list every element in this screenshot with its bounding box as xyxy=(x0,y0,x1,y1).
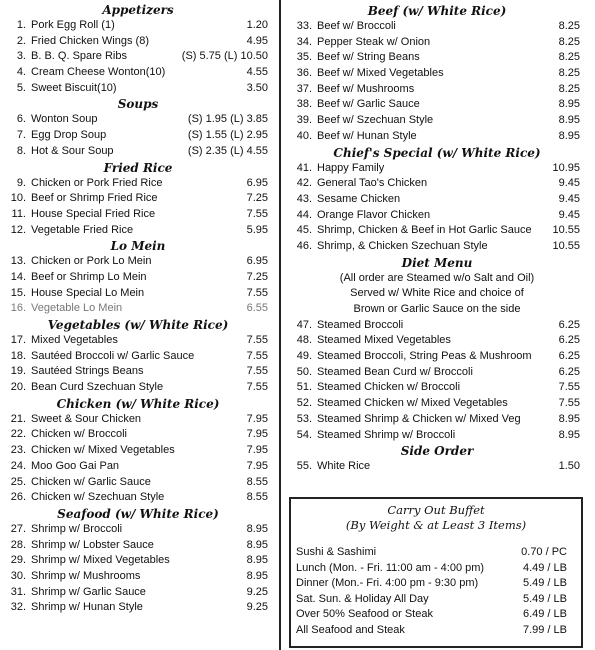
item-number: 34. xyxy=(296,35,312,48)
item-price: 8.95 xyxy=(558,114,580,127)
item-name: Moo Goo Gai Pan xyxy=(31,459,120,472)
item-number: 29. xyxy=(10,554,26,567)
buffet-row xyxy=(291,545,581,561)
item-price: 7.55 xyxy=(558,381,580,394)
item-number: 15. xyxy=(10,286,26,299)
item-price: 8.95 xyxy=(558,428,580,441)
item-price: 8.25 xyxy=(558,20,580,32)
item-price: 6.95 xyxy=(246,176,268,189)
menu-item xyxy=(0,270,276,286)
item-name: Shrimp w/ Hunan Style xyxy=(31,601,143,614)
buffet-price: 5.49 / LB xyxy=(522,577,567,589)
section-heading: Appetizers xyxy=(102,3,174,17)
item-number: 10. xyxy=(10,192,26,205)
menu-item xyxy=(0,207,276,223)
item-name: Pork Egg Roll (1) xyxy=(31,19,115,31)
item-number: 4. xyxy=(16,66,26,79)
item-number: 13. xyxy=(10,255,26,268)
carry-out-buffet-box xyxy=(289,497,583,648)
item-name: Chicken or Pork Lo Mein xyxy=(31,255,152,268)
item-price: 10.95 xyxy=(552,161,580,174)
item-price: 7.55 xyxy=(246,286,268,299)
menu-item xyxy=(0,112,276,128)
menu-item xyxy=(286,428,588,444)
item-name: Bean Curd Szechuan Style xyxy=(31,381,164,394)
menu-item xyxy=(0,81,276,97)
menu-item xyxy=(0,490,276,506)
menu-item xyxy=(286,176,588,192)
item-number: 37. xyxy=(296,82,312,95)
menu-item xyxy=(0,191,276,207)
buffet-subtitle: (By Weight & at Least 3 Items) xyxy=(345,518,527,532)
item-name: Sweet & Sour Chicken xyxy=(31,412,142,425)
buffet-price: 0.70 / PC xyxy=(521,546,567,558)
menu-item xyxy=(286,459,588,475)
item-price: 7.25 xyxy=(246,192,268,205)
buffet-label: Over 50% Seafood or Steak xyxy=(296,608,433,620)
menu-item xyxy=(0,459,276,475)
item-number: 40. xyxy=(296,129,312,142)
item-name: Steamed Broccoli xyxy=(317,318,404,331)
item-price: (S) 5.75 (L) 10.50 xyxy=(181,50,268,63)
item-name: Beef w/ Hunan Style xyxy=(317,129,417,142)
item-number: 51. xyxy=(296,381,312,394)
menu-item xyxy=(0,254,276,270)
item-number: 52. xyxy=(296,397,312,410)
menu-item xyxy=(286,82,588,98)
menu-item xyxy=(286,208,588,224)
section-heading: Chief's Special (w/ White Rice) xyxy=(333,145,541,160)
buffet-label: Dinner (Mon.- Fri. 4:00 pm - 9:30 pm) xyxy=(296,577,479,589)
menu-item xyxy=(0,301,276,317)
item-name: Beef w/ Broccoli xyxy=(317,20,396,32)
item-price: (S) 2.35 (L) 4.55 xyxy=(187,144,268,157)
item-price: 7.55 xyxy=(246,381,268,394)
section-note: Brown or Garlic Sauce on the side xyxy=(353,303,521,315)
menu-item xyxy=(0,427,276,443)
menu-item xyxy=(0,380,276,396)
menu-item xyxy=(0,364,276,380)
item-number: 26. xyxy=(10,491,26,504)
item-name: Beef w/ Szechuan Style xyxy=(317,114,434,127)
menu-item xyxy=(0,522,276,538)
item-number: 19. xyxy=(10,365,26,378)
menu-item xyxy=(286,223,588,239)
item-price: 1.20 xyxy=(246,19,268,31)
menu-item xyxy=(286,333,588,349)
buffet-row xyxy=(291,561,581,577)
item-number: 17. xyxy=(10,334,26,346)
item-price: 6.25 xyxy=(558,318,580,331)
section-note: (All order are Steamed w/o Salt and Oil) xyxy=(339,271,535,284)
item-price: 8.95 xyxy=(246,538,268,551)
item-number: 28. xyxy=(10,538,26,551)
item-number: 32. xyxy=(10,601,26,614)
item-number: 42. xyxy=(296,177,312,190)
menu-item xyxy=(286,192,588,208)
item-name: Egg Drop Soup xyxy=(31,129,107,142)
item-price: (S) 1.55 (L) 2.95 xyxy=(187,129,268,142)
item-number: 5. xyxy=(16,81,26,94)
item-name: Shrimp, Chicken & Beef in Hot Garlic Sauce xyxy=(317,224,532,237)
item-name: Sweet Biscuit(10) xyxy=(31,81,117,94)
section-heading: Vegetables (w/ White Rice) xyxy=(47,318,229,332)
item-price: 6.55 xyxy=(246,302,268,315)
buffet-price: 7.99 / LB xyxy=(522,623,567,636)
item-name: B. B. Q. Spare Ribs xyxy=(31,50,127,63)
menu-item xyxy=(286,35,588,51)
menu-item xyxy=(0,18,276,34)
section-heading: Soups xyxy=(117,97,159,112)
item-price: 6.25 xyxy=(558,365,580,378)
item-name: Fried Chicken Wings (8) xyxy=(31,34,149,47)
menu-item xyxy=(286,66,588,82)
menu-item xyxy=(0,223,276,239)
item-name: Steamed Chicken w/ Mixed Vegetables xyxy=(317,397,508,410)
item-name: Cream Cheese Wonton(10) xyxy=(31,66,166,79)
menu-item xyxy=(286,380,588,396)
menu-item xyxy=(286,161,588,177)
buffet-price: 4.49 / LB xyxy=(522,561,567,574)
item-name: Shrimp w/ Mixed Vegetables xyxy=(31,554,170,567)
menu-item xyxy=(0,65,276,81)
item-price: 7.95 xyxy=(246,412,268,425)
buffet-price: 6.49 / LB xyxy=(522,608,567,620)
item-name: Shrimp, & Chicken Szechuan Style xyxy=(317,239,488,252)
item-price: 7.55 xyxy=(246,334,268,346)
left-menu-column xyxy=(0,0,276,616)
menu-item xyxy=(286,349,588,365)
item-number: 55. xyxy=(296,460,312,473)
item-number: 9. xyxy=(16,176,26,189)
item-name: White Rice xyxy=(317,460,371,473)
item-price: 8.25 xyxy=(558,51,580,64)
item-name: Steamed Broccoli, String Peas & Mushroom xyxy=(317,350,532,363)
item-price: (S) 1.95 (L) 3.85 xyxy=(187,113,268,126)
item-number: 53. xyxy=(296,412,312,425)
item-number: 20. xyxy=(10,381,26,394)
item-number: 27. xyxy=(10,522,26,535)
item-name: Sesame Chicken xyxy=(317,192,401,205)
item-name: General Tao's Chicken xyxy=(317,177,428,190)
item-number: 41. xyxy=(296,161,312,174)
item-price: 6.25 xyxy=(558,334,580,347)
item-number: 39. xyxy=(296,114,312,127)
item-number: 2. xyxy=(16,34,26,47)
item-price: 8.55 xyxy=(246,491,268,504)
item-name: Sautéed Broccoli w/ Garlic Sauce xyxy=(31,349,195,362)
item-name: Chicken or Pork Fried Rice xyxy=(31,176,163,189)
item-name: Shrimp w/ Garlic Sauce xyxy=(31,585,146,598)
item-price: 8.95 xyxy=(246,554,268,567)
section-heading: Diet Menu xyxy=(401,255,473,270)
item-price: 7.95 xyxy=(246,444,268,457)
item-number: 24. xyxy=(10,459,26,472)
item-name: Chicken w/ Broccoli xyxy=(31,428,127,441)
item-name: Steamed Bean Curd w/ Broccoli xyxy=(317,365,473,378)
item-price: 4.55 xyxy=(246,66,268,79)
item-number: 43. xyxy=(296,192,312,205)
item-name: Shrimp w/ Lobster Sauce xyxy=(31,538,154,551)
item-price: 7.95 xyxy=(246,459,268,472)
item-name: Beef w/ String Beans xyxy=(317,51,420,64)
item-name: House Special Lo Mein xyxy=(31,286,145,299)
menu-item xyxy=(0,412,276,428)
item-price: 3.50 xyxy=(246,81,268,94)
right-menu-column xyxy=(286,0,588,475)
section-note: Served w/ White Rice and choice of xyxy=(350,287,524,300)
item-number: 30. xyxy=(10,569,26,582)
item-name: Steamed Shrimp & Chicken w/ Mixed Veg xyxy=(317,412,521,425)
item-price: 8.25 xyxy=(558,35,580,48)
item-name: Vegetable Lo Mein xyxy=(31,302,123,315)
buffet-row xyxy=(291,576,581,592)
item-name: Chicken w/ Szechuan Style xyxy=(31,491,165,504)
item-number: 35. xyxy=(296,51,312,64)
item-number: 11. xyxy=(11,207,26,220)
item-number: 6. xyxy=(16,113,26,126)
menu-item xyxy=(286,50,588,66)
buffet-row xyxy=(291,623,581,639)
item-name: Steamed Mixed Vegetables xyxy=(317,334,451,347)
item-price: 8.95 xyxy=(246,569,268,582)
menu-item xyxy=(0,286,276,302)
item-number: 14. xyxy=(10,270,26,283)
menu-item xyxy=(0,128,276,144)
buffet-label: Sushi & Sashimi xyxy=(296,546,377,558)
item-name: Beef w/ Garlic Sauce xyxy=(317,98,420,111)
item-price: 6.25 xyxy=(558,350,580,363)
section-heading: Chicken (w/ White Rice) xyxy=(56,396,220,411)
item-name: Beef w/ Mushrooms xyxy=(317,82,415,95)
item-name: Shrimp w/ Broccoli xyxy=(31,522,123,535)
item-price: 8.95 xyxy=(558,98,580,111)
section-heading: Lo Mein xyxy=(110,239,166,254)
item-price: 9.45 xyxy=(558,177,580,190)
column-divider xyxy=(279,0,281,650)
item-number: 47. xyxy=(296,318,312,331)
item-name: Happy Family xyxy=(317,161,385,174)
item-price: 8.55 xyxy=(246,475,268,488)
item-number: 3. xyxy=(16,50,26,63)
item-price: 8.95 xyxy=(558,412,580,425)
item-number: 16. xyxy=(10,302,26,315)
menu-item xyxy=(0,553,276,569)
menu-item xyxy=(286,318,588,334)
item-name: Beef or Shrimp Fried Rice xyxy=(31,192,158,205)
item-number: 46. xyxy=(296,239,312,252)
item-price: 8.95 xyxy=(246,522,268,535)
item-name: Steamed Shrimp w/ Broccoli xyxy=(317,428,456,441)
menu-item xyxy=(0,538,276,554)
item-number: 31. xyxy=(10,585,26,598)
item-number: 12. xyxy=(10,223,26,236)
section-heading: Side Order xyxy=(400,444,474,459)
item-price: 9.25 xyxy=(246,585,268,598)
item-number: 50. xyxy=(296,365,312,378)
item-price: 7.95 xyxy=(246,428,268,441)
buffet-row xyxy=(291,592,581,608)
item-price: 9.45 xyxy=(558,192,580,205)
section-heading: Fried Rice xyxy=(103,160,173,175)
item-number: 38. xyxy=(296,98,312,111)
buffet-title: Carry Out Buffet xyxy=(387,503,485,517)
buffet-row xyxy=(291,607,581,623)
item-price: 6.95 xyxy=(246,255,268,268)
item-number: 45. xyxy=(296,224,312,237)
buffet-label: Lunch (Mon. - Fri. 11:00 am - 4:00 pm) xyxy=(296,561,485,574)
item-number: 49. xyxy=(296,350,312,363)
menu-item xyxy=(0,600,276,616)
section-heading: Beef (w/ White Rice) xyxy=(367,4,507,18)
item-number: 48. xyxy=(296,334,312,347)
item-number: 1. xyxy=(16,19,26,31)
item-number: 33. xyxy=(296,20,312,32)
buffet-label: Sat. Sun. & Holiday All Day xyxy=(296,592,429,605)
item-price: 10.55 xyxy=(552,239,580,252)
item-name: Pepper Steak w/ Onion xyxy=(317,35,431,48)
item-name: Chicken w/ Garlic Sauce xyxy=(31,475,151,488)
menu-item xyxy=(0,475,276,491)
menu-item xyxy=(0,585,276,601)
item-number: 8. xyxy=(16,144,26,157)
item-price: 4.95 xyxy=(246,34,268,47)
item-number: 44. xyxy=(296,208,312,221)
menu-item xyxy=(0,49,276,65)
menu-item xyxy=(0,144,276,160)
menu-item xyxy=(286,412,588,428)
item-number: 23. xyxy=(10,444,26,457)
item-name: Orange Flavor Chicken xyxy=(317,208,431,221)
item-name: Beef w/ Mixed Vegetables xyxy=(317,67,444,80)
menu-item xyxy=(0,176,276,192)
item-price: 7.55 xyxy=(246,207,268,220)
menu-item xyxy=(0,333,276,349)
item-price: 7.55 xyxy=(246,365,268,378)
item-price: 1.50 xyxy=(558,460,580,473)
menu-item xyxy=(0,34,276,50)
item-price: 7.25 xyxy=(246,270,268,283)
item-number: 7. xyxy=(16,129,26,142)
item-name: Vegetable Fried Rice xyxy=(31,223,134,236)
item-name: Beef or Shrimp Lo Mein xyxy=(31,270,147,283)
item-name: Hot & Sour Soup xyxy=(31,144,114,157)
item-name: Mixed Vegetables xyxy=(31,334,118,346)
item-number: 22. xyxy=(10,428,26,441)
menu-item xyxy=(286,129,588,145)
item-price: 9.25 xyxy=(246,601,268,614)
item-price: 8.25 xyxy=(558,82,580,95)
item-price: 7.55 xyxy=(558,397,580,410)
buffet-price: 5.49 / LB xyxy=(522,592,567,605)
item-name: Sautéed Strings Beans xyxy=(31,365,144,378)
menu-item xyxy=(286,19,588,35)
item-name: Steamed Chicken w/ Broccoli xyxy=(317,381,461,394)
menu-item xyxy=(286,365,588,381)
menu-item xyxy=(286,97,588,113)
item-name: Chicken w/ Mixed Vegetables xyxy=(31,444,175,457)
buffet-label: All Seafood and Steak xyxy=(296,623,405,636)
menu-item xyxy=(286,113,588,129)
item-name: Wonton Soup xyxy=(31,113,98,126)
item-price: 10.55 xyxy=(552,224,580,237)
item-name: House Special Fried Rice xyxy=(31,207,156,220)
item-number: 36. xyxy=(296,67,312,80)
item-price: 7.55 xyxy=(246,349,268,362)
menu-item xyxy=(286,239,588,255)
item-price: 8.25 xyxy=(558,67,580,80)
item-number: 21. xyxy=(10,412,26,425)
item-number: 18. xyxy=(10,349,26,362)
item-price: 8.95 xyxy=(558,129,580,142)
item-price: 9.45 xyxy=(558,208,580,221)
item-number: 25. xyxy=(10,475,26,488)
item-name: Shrimp w/ Mushrooms xyxy=(31,569,141,582)
menu-item xyxy=(0,349,276,365)
menu-item xyxy=(0,569,276,585)
item-number: 54. xyxy=(296,428,312,441)
buffet-price-list xyxy=(291,545,581,638)
item-price: 5.95 xyxy=(246,223,268,236)
section-heading: Seafood (w/ White Rice) xyxy=(57,506,219,521)
menu-item xyxy=(286,396,588,412)
menu-item xyxy=(0,443,276,459)
